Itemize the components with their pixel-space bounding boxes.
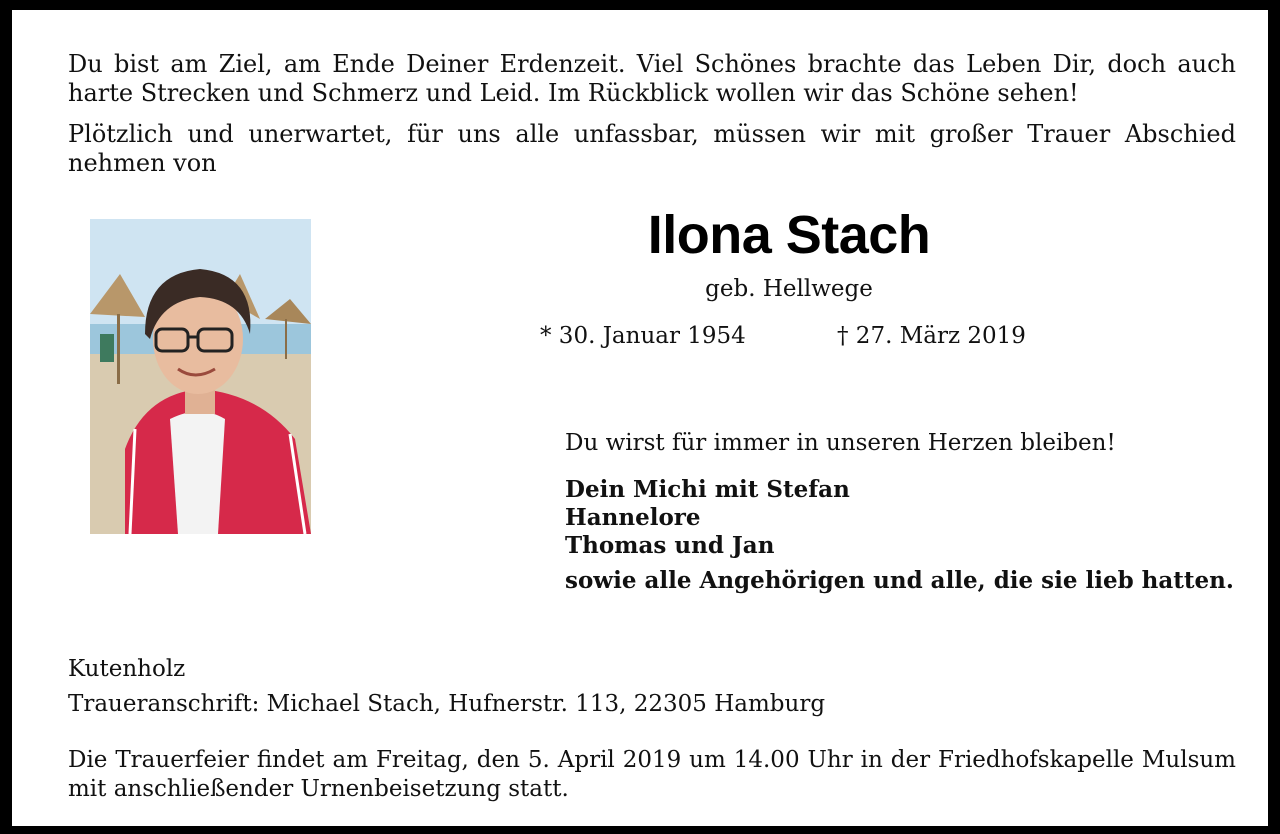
portrait-photo [90, 219, 311, 534]
portrait-photo-image [90, 219, 311, 534]
memorial-quote: Du wirst für immer in unseren Herzen bleiben! [565, 430, 1116, 456]
mourner-line: Hannelore [565, 504, 701, 531]
mourner-line: Thomas und Jan [565, 532, 775, 559]
death-date: † 27. März 2019 [837, 323, 1026, 349]
place-name: Kutenholz [68, 656, 186, 682]
mourning-address: Traueranschrift: Michael Stach, Hufnerstr. 113, 22305 Hamburg [68, 691, 826, 717]
mourners-list [565, 476, 1234, 595]
birth-date: * 30. Januar 1954 [540, 323, 746, 349]
funeral-ceremony-info: Die Trauerfeier findet am Freitag, den 5. April 2019 um 14.00 Uhr in der Friedhofskapelle Mulsum mit anschließender Urnenbeisetzung statt. [68, 747, 1236, 802]
maiden-name: geb. Hellwege [705, 276, 873, 302]
mourner-line: sowie alle Angehörigen und alle, die sie lieb hatten. [565, 567, 1234, 594]
mourner-line: Dein Michi mit Stefan [565, 476, 850, 503]
intro-paragraph-farewell: Plötzlich und unerwartet, für uns alle unfassbar, müssen wir mit großer Trauer Abschied nehmen von [68, 120, 1236, 177]
deceased-name: Ilona Stach [647, 205, 931, 265]
intro-paragraph: Du bist am Ziel, am Ende Deiner Erdenzeit. Viel Schönes brachte das Leben Dir, doch auch harte Strecken und Schmerz und Leid. Im Rückblick wollen wir das Schöne sehen! [68, 50, 1236, 107]
